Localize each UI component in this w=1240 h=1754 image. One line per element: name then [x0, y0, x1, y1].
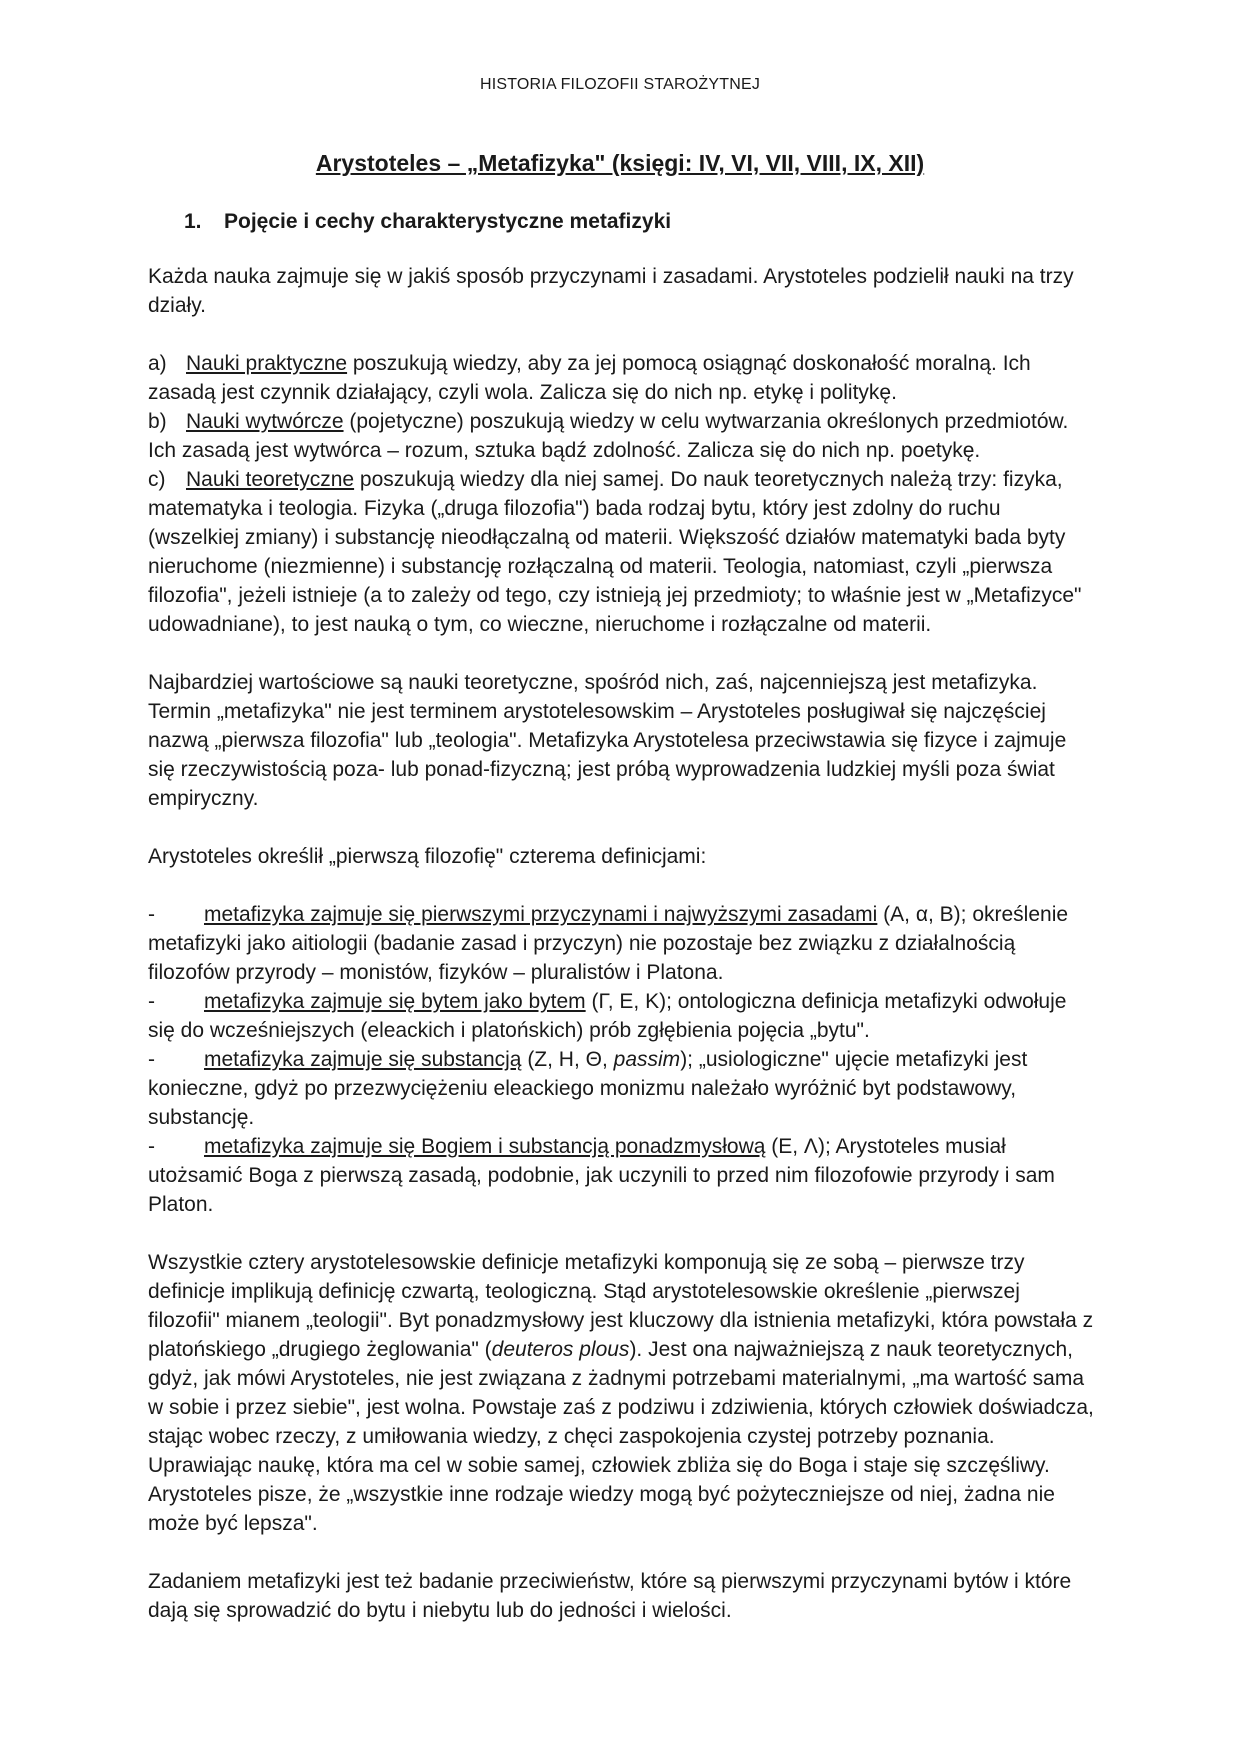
list-dash: - — [148, 1135, 155, 1158]
definition-text: (E, Λ); Arystoteles musiał utożsamić Boga z pierwszą zasadą, podobnie, jak uczynili to przed nim filozofowie przyrody i sam Platon. — [148, 1135, 1055, 1216]
paragraph-najbardziej: Najbardziej wartościowe są nauki teoretyczne, spośród nich, zaś, najcenniejszą jest metafizyka. Termin „metafizyka" nie jest terminem arystotelesowskim – Arystoteles posługiwał się najczęściej nazwą „pierwsza filozofia" lub „teologia". Metafizyka Arystotelesa przeciwstawia się fizyce i zajmuje się rzeczywistością poza- lub ponad-fizyczną; jest próbą wyprowadzenia ludzkiej myśli poza świat empiryczny. — [148, 671, 1067, 810]
paragraph-text: Wszystkie cztery arystotelesowskie definicje metafizyki komponują się ze sobą – pierwsze trzy definicje implikują definicję czwartą, teologiczną. Stąd arystotelesowskie określenie „pierwszej filozofii" mianem „teologii". Byt ponadzmysłowy jest kluczowy dla istnienia metafizyki, która powstała z platońskiego „drugiego żeglowania" ( — [148, 1251, 1094, 1361]
list-dash: - — [148, 1048, 155, 1071]
definition-item — [148, 1045, 1094, 1132]
definition-item — [148, 987, 1094, 1045]
list-text: poszukują wiedzy, aby za jej pomocą osiągnąć doskonałość moralną. Ich zasadą jest czynnik działający, czyli wola. Zalicza się do nich np. etykę i politykę. — [148, 352, 1031, 404]
paragraph-text: ). Jest ona najważniejszą z nauk teoretycznych, gdyż, jak mówi Arystoteles, nie jest związana z żadnymi potrzebami materialnymi, „ma wartość sama w sobie i przez siebie", jest wolna. Powstaje zaś z podziwu i zdziwienia, których człowiek doświadcza, stając wobec rzeczy, z umiłowania wiedzy, z chęci zaspokojenia czystej potrzeby poznania. Uprawiając naukę, która ma cel w sobie samej, człowiek zbliża się do Boga i staje się szczęśliwy. Arystoteles pisze, że „wszystkie inne rodzaje wiedzy mogą być pożyteczniejsze od niej, żadna nie może być lepsza". — [148, 1338, 1094, 1535]
list-marker: b) — [148, 410, 167, 433]
definition-text: (A, α, B); określenie metafizyki jako aitiologii (badanie zasad i przyczyn) nie pozostaje bez związku z działalnością filozofów przyrody – monistów, fizyków – pluralistów i Platona. — [148, 903, 1069, 984]
definition-term: metafizyka zajmuje się bytem jako bytem — [204, 990, 586, 1013]
definition-item — [148, 900, 1094, 987]
list-term: Nauki wytwórcze — [186, 410, 344, 433]
definition-text: (Γ, E, K); ontologiczna definicja metafizyki odwołuje się do wcześniejszych (eleackich i platońskich) prób zgłębienia pojęcia „bytu". — [148, 990, 1067, 1042]
definition-term: metafizyka zajmuje się Bogiem i substancją ponadzmysłową — [204, 1135, 766, 1158]
definition-text: (Z, H, Θ, — [521, 1048, 614, 1071]
section-heading — [184, 210, 1094, 234]
list-term: Nauki praktyczne — [186, 352, 348, 375]
list-term: Nauki teoretyczne — [186, 468, 355, 491]
paragraph-definitions-intro: Arystoteles określił „pierwszą filozofię" czterema definicjami: — [148, 845, 707, 868]
list-dash: - — [148, 990, 155, 1013]
section-title: Pojęcie i cechy charakterystyczne metafizyki — [224, 210, 672, 233]
definition-term: metafizyka zajmuje się substancją — [204, 1048, 522, 1071]
list-item-b — [148, 407, 1094, 465]
paragraph-italic: deuteros plous — [491, 1338, 630, 1361]
running-header: HISTORIA FILOZOFII STAROŻYTNEJ — [479, 76, 761, 93]
section-number: 1. — [184, 210, 202, 233]
list-text: poszukują wiedzy dla niej samej. Do nauk teoretycznych należą trzy: fizyka, matematyka i teologia. Fizyka („druga filozofia") bada rodzaj bytu, który jest zdolny do ruchu (wszelkiej zmiany) i substancję nieodłączalną od materii. Większość działów matematyki bada byty nieruchome (niezmienne) i substancję rozłączalną od materii. Teologia, natomiast, czyli „pierwsza filozofia", jeżeli istnieje (a to zależy od tego, czy istnieją jej przedmioty; to właśnie jest w „Metafizyce" udowadniane), to jest nauką o tym, co wieczne, nieruchome i rozłączalne od materii. — [148, 468, 1082, 636]
list-marker: a) — [148, 352, 167, 375]
list-marker: c) — [148, 468, 166, 491]
definition-item — [148, 1132, 1094, 1219]
paragraph-zadaniem: Zadaniem metafizyki jest też badanie przeciwieństw, które są pierwszymi przyczynami bytów i które dają się sprowadzić do bytu i niebytu lub do jedności i wielości. — [148, 1570, 1072, 1622]
paragraph-intro: Każda nauka zajmuje się w jakiś sposób przyczynami i zasadami. Arystoteles podzielił nauki na trzy działy. — [148, 265, 1074, 317]
document-title: Arystoteles – „Metafizyka" (księgi: IV, VI, VII, VIII, IX, XII) — [315, 150, 925, 176]
list-text: (pojetyczne) poszukują wiedzy w celu wytwarzania określonych przedmiotów. Ich zasadą jest wytwórca – rozum, sztuka bądź zdolność. Zalicza się do nich np. poetykę. — [148, 410, 1069, 462]
definition-text: ); „usiologiczne" ujęcie metafizyki jest konieczne, gdyż po przezwyciężeniu eleackiego monizmu należało wyróżnić byt podstawowy, substancję. — [148, 1048, 1028, 1129]
paragraph-wszystkie — [148, 1248, 1094, 1538]
definition-term: metafizyka zajmuje się pierwszymi przyczynami i najwyższymi zasadami — [204, 903, 878, 926]
definition-italic: passim — [613, 1048, 681, 1071]
list-item-a — [148, 349, 1094, 407]
document-body — [148, 210, 1094, 1625]
list-item-c — [148, 465, 1094, 639]
list-dash: - — [148, 903, 155, 926]
